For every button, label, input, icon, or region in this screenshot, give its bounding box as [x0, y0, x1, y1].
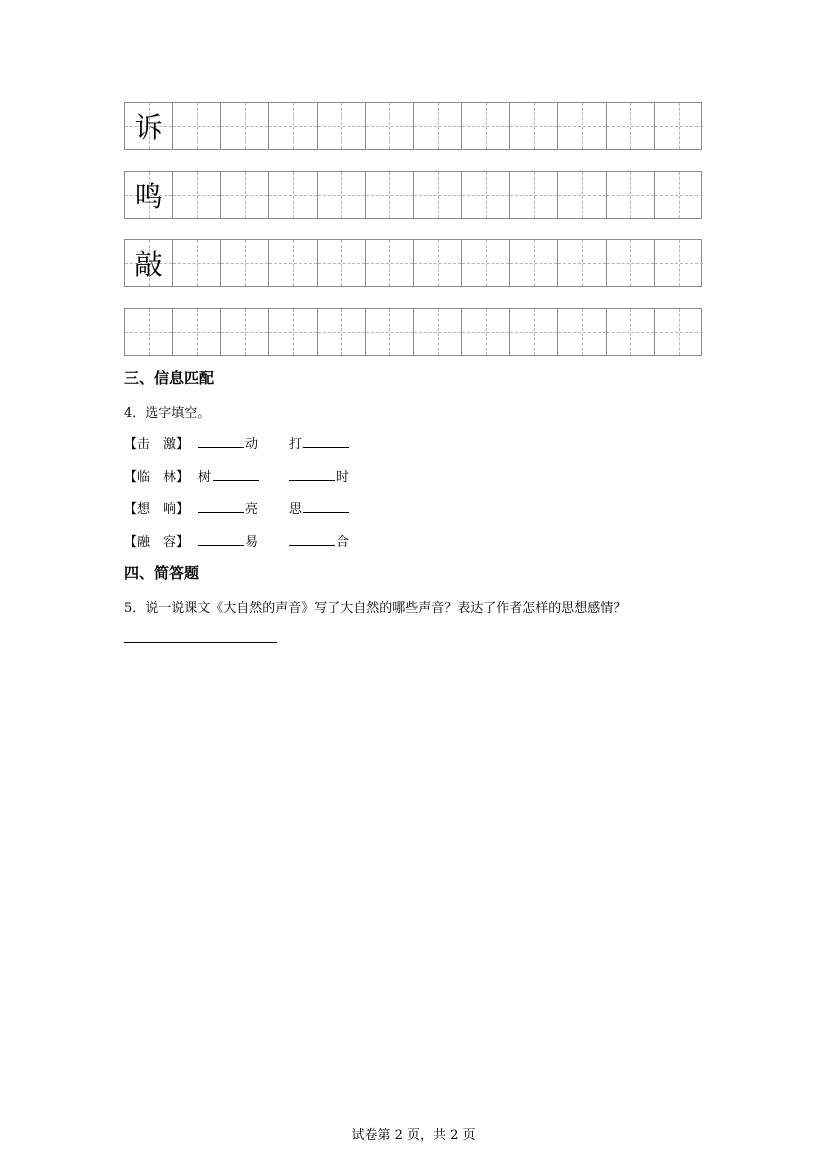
blank[interactable]	[198, 531, 244, 546]
grid-cell[interactable]	[510, 309, 558, 355]
grid-cell[interactable]	[655, 309, 703, 355]
blank[interactable]	[303, 498, 349, 513]
writing-grid-row-1	[124, 102, 702, 150]
grid-cell[interactable]	[173, 309, 221, 355]
grid-cell	[125, 240, 173, 286]
grid-cell[interactable]	[221, 240, 269, 286]
blank[interactable]	[289, 466, 335, 481]
writing-grid-row-3	[124, 239, 702, 287]
grid-cell[interactable]	[414, 172, 462, 218]
grid-cell[interactable]	[607, 240, 655, 286]
question-5-prompt: 5．说一说课文《大自然的声音》写了大自然的哪些声音？表达了作者怎样的思想感情？	[124, 601, 627, 616]
grid-cell[interactable]	[558, 309, 606, 355]
writing-grid-row-2	[124, 171, 702, 219]
fill-row-2	[124, 466, 384, 486]
grid-cell[interactable]	[558, 172, 606, 218]
fill-row-label: 【想 响】	[124, 502, 190, 517]
grid-cell[interactable]	[655, 240, 703, 286]
page-footer: 试卷第 2 页，共 2 页	[351, 1128, 476, 1143]
grid-cell[interactable]	[173, 172, 221, 218]
grid-cell[interactable]	[221, 103, 269, 149]
grid-cell[interactable]	[607, 172, 655, 218]
grid-cell[interactable]	[655, 172, 703, 218]
fill-row-label: 【临 林】	[124, 470, 190, 485]
grid-cell[interactable]	[558, 103, 606, 149]
grid-cell[interactable]	[173, 240, 221, 286]
grid-cell[interactable]	[510, 103, 558, 149]
grid-cell	[125, 103, 173, 149]
fill-row-label: 【击 激】	[124, 437, 190, 452]
fill-row-4	[124, 531, 384, 551]
grid-cell[interactable]	[318, 240, 366, 286]
answer-line[interactable]	[124, 642, 277, 643]
grid-cell[interactable]	[269, 172, 317, 218]
grid-cell[interactable]	[173, 103, 221, 149]
grid-cell[interactable]	[125, 309, 173, 355]
grid-cell[interactable]	[269, 103, 317, 149]
grid-cell[interactable]	[607, 103, 655, 149]
grid-cell[interactable]	[269, 309, 317, 355]
section-3-title: 三、信息匹配	[124, 369, 215, 387]
grid-cell[interactable]	[269, 240, 317, 286]
grid-cell[interactable]	[607, 309, 655, 355]
fill-suffix: 亮	[245, 502, 259, 517]
blank[interactable]	[198, 433, 244, 448]
grid-cell[interactable]	[221, 309, 269, 355]
blank[interactable]	[289, 531, 335, 546]
grid-cell[interactable]	[655, 103, 703, 149]
blank[interactable]	[303, 433, 349, 448]
fill-prefix: 思	[289, 502, 303, 517]
grid-cell[interactable]	[318, 172, 366, 218]
grid-cell[interactable]	[510, 172, 558, 218]
grid-cell[interactable]	[366, 309, 414, 355]
grid-cell[interactable]	[462, 309, 510, 355]
grid-cell[interactable]	[462, 240, 510, 286]
section-4-title: 四、简答题	[124, 564, 200, 582]
grid-cell[interactable]	[558, 240, 606, 286]
fill-suffix: 易	[245, 535, 259, 550]
grid-cell	[125, 172, 173, 218]
grid-model-char: 鸣	[134, 180, 163, 213]
grid-cell[interactable]	[414, 240, 462, 286]
writing-grid-row-4	[124, 308, 702, 356]
blank[interactable]	[213, 466, 259, 481]
grid-cell[interactable]	[414, 103, 462, 149]
grid-cell[interactable]	[366, 103, 414, 149]
question-4-prompt: 4．选字填空。	[124, 406, 211, 421]
grid-cell[interactable]	[318, 103, 366, 149]
grid-model-char: 敲	[134, 248, 163, 281]
fill-suffix: 动	[245, 437, 259, 452]
grid-model-char: 诉	[134, 111, 163, 144]
grid-cell[interactable]	[221, 172, 269, 218]
grid-cell[interactable]	[318, 309, 366, 355]
grid-cell[interactable]	[462, 103, 510, 149]
grid-cell[interactable]	[366, 240, 414, 286]
blank[interactable]	[198, 498, 244, 513]
grid-cell[interactable]	[366, 172, 414, 218]
fill-row-1	[124, 433, 384, 453]
fill-prefix: 打	[289, 437, 303, 452]
grid-cell[interactable]	[510, 240, 558, 286]
grid-cell[interactable]	[414, 309, 462, 355]
fill-prefix: 树	[198, 470, 212, 485]
fill-row-label: 【融 容】	[124, 535, 190, 550]
fill-row-3	[124, 498, 384, 518]
fill-suffix: 合	[336, 535, 350, 550]
fill-suffix: 时	[336, 470, 350, 485]
grid-model-char	[125, 309, 172, 355]
grid-cell[interactable]	[462, 172, 510, 218]
